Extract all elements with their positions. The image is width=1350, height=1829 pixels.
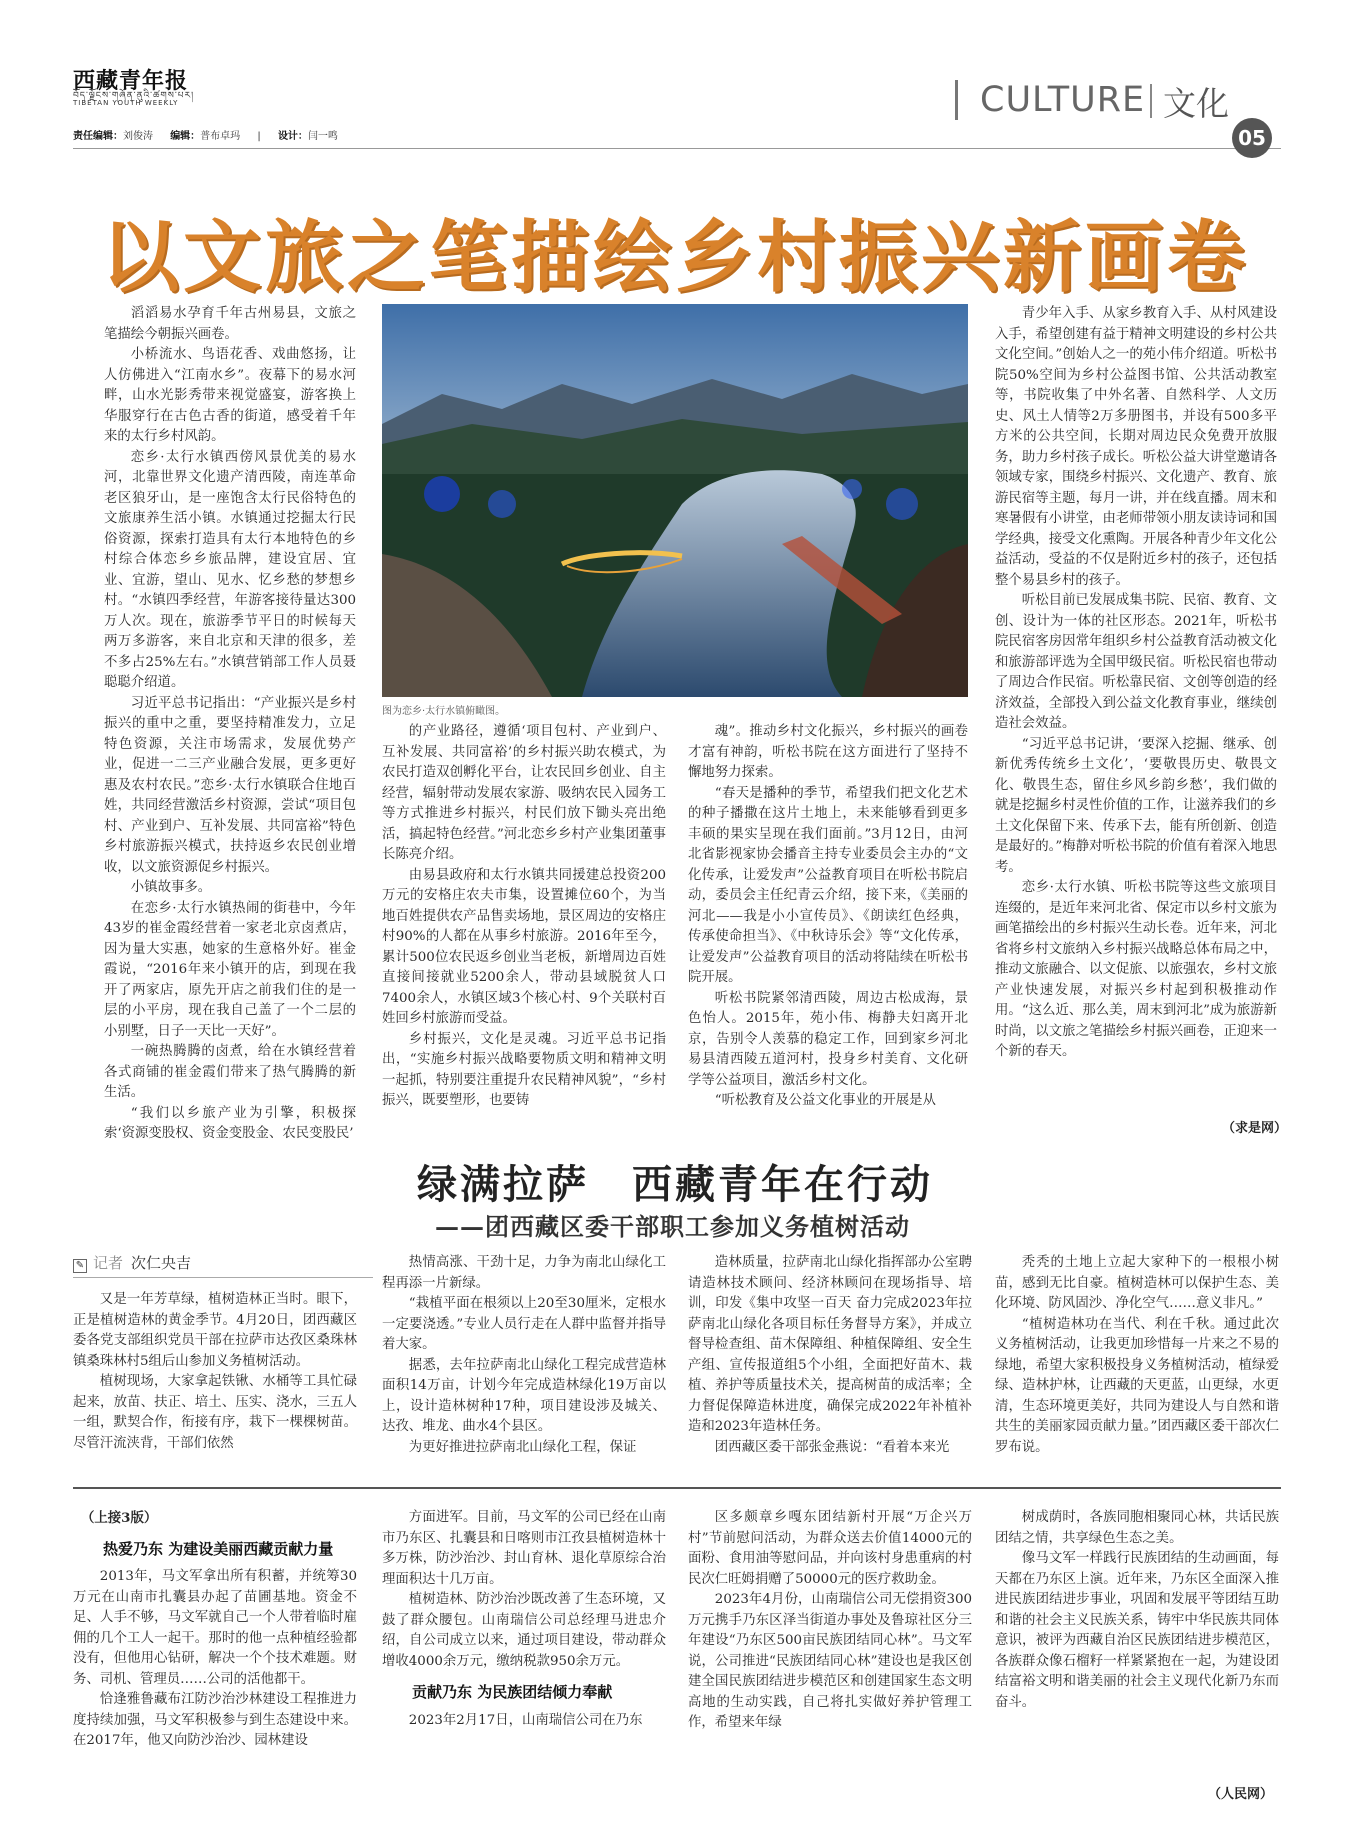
editor-credits: 责任编辑：刘俊涛 编辑：普布卓玛 | 设计：闫一鸣 (73, 131, 338, 142)
paragraph: 又是一年芳草绿，植树造林正当时。眼下，正是植树造林的黄金季节。4月20日，团西藏区委各党支部组织党员干部在拉萨市达孜区桑珠林镇桑珠林村5组后山参加义务植树活动。 (73, 1292, 357, 1369)
article3-subhead-1: 热爱乃东 为建设美丽西藏贡献力量 (103, 1539, 334, 1558)
paragraph: 小镇故事多。 (130, 880, 212, 895)
section-bar (955, 80, 958, 120)
paragraph: 听松书院紧邻清西陵，周边古松成海，景色怡人。2015年，苑小伟、梅静夫妇离开北京，告别令人羡慕的稳定工作，回到家乡河北易县清西陵五道河村，投身乡村美育、文化研学等公益项目，激活乡村文化。 (688, 990, 968, 1088)
article2-column-2 (382, 1253, 666, 1458)
paragraph: 恰逢雅鲁藏布江防沙治沙林建设工程推进力度持续加强，马文军积极参与到生态建设中来。在2017年，他又向防沙治沙、园林建设 (73, 1692, 357, 1748)
reporter-line (73, 1252, 191, 1273)
paragraph: 植树现场，大家拿起铁锹、水桶等工具忙碌起来，放苗、扶正、培土、压实、浇水，三五人一组，默契合作，衔接有序，栽下一棵棵树苗。尽管汗流浃背，干部们依然 (73, 1374, 357, 1451)
page-number: 05 (1232, 118, 1272, 158)
article1-headline: 以文旅之笔描绘乡村振兴新画卷 (100, 213, 1249, 303)
header-rule (73, 148, 1281, 149)
paragraph: 一碗热腾腾的卤煮，给在水镇经营着各式商铺的崔金霞们带来了热气腾腾的新生活。 (104, 1044, 356, 1100)
article1-source: （求是网） (1222, 1121, 1288, 1136)
designer: 闫一鸣 (307, 131, 338, 142)
paragraph: 2023年2月17日，山南瑞信公司在乃东 (408, 1712, 643, 1728)
article1-column-2 (382, 722, 666, 1112)
masthead-title: 西藏青年报 (73, 68, 189, 94)
article2-column-1 (73, 1290, 357, 1454)
paragraph: 2013年，马文军拿出所有积蓄，并统筹30万元在山南市扎囊县办起了苗圃基地。资金不足、人手不够，马文军就自己一个人带着临时雇佣的几个工人一起干。那时的他一点种植经验都没有，但他用心钻研，解决一个个技术难题。财务、司机、管理员……公司的活他都干。 (73, 1569, 357, 1687)
paragraph: 区多颇章乡嘎东团结新村开展“万企兴万村”节前慰问活动，为群众送去价值14000元的面粉、食用油等慰问品，并向该村身患重病的村民次仁旺姆捐赠了50000元的医疗救助金。 (688, 1510, 972, 1587)
paragraph: 习近平总书记指出：“产业振兴是乡村振兴的重中之重，要坚持精准发力，立足特色资源，关注市场需求，发展优势产业，促进一二三产业融合发展，更多更好惠及农村农民。”恋乡·太行水镇联合住地百姓，共同经营激活乡村资源，尝试“项目包村、产业到户、互补发展、共同富裕”特色乡村旅游振兴模式，扶持返乡农民创业增收，以文旅资源促乡村振兴。 (104, 695, 356, 875)
article3-col1-body (73, 1567, 357, 1752)
paragraph: “春天是播种的季节，希望我们把文化艺术的种子播撒在这片土地上，未来能够看到更多丰硕的果实呈现在我们面前。”3月12日，由河北省影视家协会播音主持专业委员会主办的“文化传承，让爱发声”公益教育项目在听松书院启动，委员会主任纪青云介绍，接下来，《美丽的河北——我是小小宣传员》、《朗读红色经典，传承使命担当》、《中秋诗乐会》等“文化传承，让爱发声”公益教育项目的活动将陆续在听松书院开展。 (688, 785, 968, 985)
article3-column-3 (688, 1508, 972, 1734)
paragraph: 造林质量，拉萨南北山绿化指挥部办公室聘请造林技术顾问、经济林顾问在现场指导、培训，印发《集中攻坚一百天 奋力完成2023年拉萨南北山绿化各项目标任务督导方案》，并成立督导检查组、苗木保障组、种植保障组、安全生产组、宣传报道组5个小组，全面把好苗木、栽植、养护等质量技术关，提高树苗的成活率；全力督促保障造林进度，确保完成2022年补植补造和2023年造林任务。 (688, 1255, 972, 1434)
chief-editor: 刘俊涛 (123, 131, 153, 142)
article1-column-4 (995, 304, 1277, 1063)
section-divider (73, 1487, 1281, 1489)
editor-label: 编辑： (170, 131, 201, 142)
paragraph: 在恋乡·太行水镇热闹的街巷中，今年43岁的崔金霞经营着一家老北京卤煮店，因为量大实惠，她家的生意格外好。崔金霞说，“2016年来小镇开的店，到现在我开了两家店，原先开店之前我们住的是一层的小平房，现在我自己盖了一个二层的小别墅，日子一天比一天好”。 (104, 900, 356, 1039)
article2-subheadline: ——团西藏区委干部职工参加义务植树活动 (435, 1212, 910, 1241)
article1-column-3 (688, 722, 968, 1112)
design-label: 设计： (277, 131, 308, 142)
paragraph: 滔滔易水孕育千年古州易县，文旅之笔描绘今朝振兴画卷。 (104, 306, 356, 342)
reporter-name: 次仁央吉 (131, 1254, 192, 1272)
paragraph: 恋乡·太行水镇、听松书院等这些文旅项目连缀的，是近年来河北省、保定市以乡村文旅为画笔描绘出的乡村振兴生动长卷。近年来，河北省将乡村文旅纳入乡村振兴战略总体布局之中，推动文旅融合、以文促旅、以旅强农，乡村文旅产业快速发展，对振兴乡村起到积极推动作用。“这么近、那么美，周末到河北”成为旅游新时尚，以文旅之笔描绘乡村振兴画卷，正迎来一个新的春天。 (995, 880, 1277, 1059)
paragraph: 2023年4月份，山南瑞信公司无偿捐资300万元携手乃东区泽当街道办事处及鲁琼社区分三年建设“乃东区500亩民族团结同心林”。马文军说，公司推进“民族团结同心林”建设也是我区创建全国民族团结进步模范区和创建国家生态文明高地的生动实践，自己将扎实做好养护管理工作，希望来年绿 (688, 1592, 972, 1730)
paragraph: 小桥流水、鸟语花香、戏曲悠扬，让人仿佛进入“江南水乡”。夜幕下的易水河畔，山水光影秀带来视觉盛宴，游客换上华服穿行在古色古香的街道，感受着千年来的太行乡村风韵。 (104, 347, 356, 444)
reporter-rule (73, 1277, 373, 1278)
continued-note: （上接3版） (81, 1510, 158, 1526)
section-chinese: 文化 (1163, 84, 1229, 123)
paragraph: “栽植平面在根须以上20至30厘米，定根水一定要浇透。”专业人员行走在人群中监督并指导着大家。 (382, 1296, 666, 1352)
photo-caption: 图为恋乡·太行水镇俯瞰图。 (382, 706, 506, 717)
paragraph: 秃秃的土地上立起大家种下的一根根小树苗，感到无比自豪。植树造林可以保护生态、美化环境、防风固沙、净化空气……意义非凡。” (995, 1255, 1279, 1311)
article3-column-1 (73, 1508, 357, 1752)
paragraph: 魂”。推动乡村文化振兴，乡村振兴的画卷才富有神韵，听松书院在这方面进行了坚持不懈地努力探索。 (688, 724, 968, 780)
article3-col2-body (382, 1508, 666, 1672)
paragraph: 乡村振兴，文化是灵魂。习近平总书记指出，“实施乡村振兴战略要物质文明和精神文明一起抓，特别要注重提升农民精神风貌”，“乡村振兴，既要塑形，也要铸 (382, 1031, 666, 1108)
paragraph: 青少年入手、从家乡教育入手、从村风建设入手，希望创建有益于精神文明建设的乡村公共文化空间。”创始人之一的苑小伟介绍道。听松书院50%空间为乡村公益图书馆、公共活动教室等，书院收集了中外名著、自然科学、人文历史、风土人情等2万多册图书，并设有500多平方米的公共空间，长期对周边民众免费开放服务，助力乡村孩子成长。听松公益大讲堂邀请各领域专家，围绕乡村振兴、文化遗产、教育、旅游民宿等主题，每月一讲，并在线直播。周末和寒暑假有小讲堂，由老师带领小朋友读诗词和国学经典，接受文化熏陶。开展各种青少年文化公益活动，受益的不仅是附近乡村的孩子，还包括整个易县乡村的孩子。 (995, 306, 1277, 588)
paragraph: 据悉，去年拉萨南北山绿化工程完成营造林面积14万亩，计划今年完成造林绿化19万亩以上，设计造林树种17种，项目建设涉及城关、达孜、堆龙、曲水4个县区。 (382, 1357, 666, 1434)
water-town-photo (382, 304, 968, 697)
masthead-english: TIBETAN YOUTH WEEKLY (73, 99, 179, 107)
paragraph: “植树造林功在当代、利在千秋。通过此次义务植树活动，让我更加珍惜每一片来之不易的绿地，希望大家积极投身义务植树活动，植绿爱绿、造林护林，让西藏的天更蓝，山更绿，水更清，生态环境更美好，共同为建设人与自然和谐共生的美丽家园贡献力量。”团西藏区委干部次仁罗布说。 (995, 1316, 1279, 1455)
paragraph: 植树造林、防沙治沙既改善了生态环境，又鼓了群众腰包。山南瑞信公司总经理马进忠介绍，自公司成立以来，通过项目建设，带动群众增收4000余万元，缴纳税款950余万元。 (382, 1592, 666, 1669)
paragraph: 为更好推进拉萨南北山绿化工程，保证 (408, 1439, 637, 1455)
paragraph: 由易县政府和太行水镇共同援建总投资200万元的安格庄农夫市集，设置摊位60个，为当地百姓提供农产品售卖场地，景区周边的安格庄村90%的人都在从事乡村旅游。2016年至今，累计500位农民返乡创业当老板，新增周边百姓直接间接就业5200余人，带动县域脱贫人口7400余人，水镇区域3个核心村、9个关联村百姓回乡村旅游而受益。 (382, 867, 666, 1026)
pen-icon: ✎ (73, 1259, 87, 1273)
section-separator (1150, 84, 1152, 118)
masthead-tibetan: བོད་ལྗོངས་གཞོན་ནུའི་ཚགས་པར། (73, 91, 195, 101)
paragraph: “我们以乡旅产业为引擎，积极探索‘资源变股权、资金变股金、农民变股民’ (104, 1105, 356, 1141)
section-english: CULTURE (980, 80, 1146, 120)
paragraph: “习近平总书记讲，‘要深入挖掘、继承、创新优秀传统乡土文化’，‘要敬畏历史、敬畏文化、敬畏生态，留住乡风乡韵乡愁’，我们做的就是挖掘乡村灵性价值的工作，让滋养我们的乡土文化保留下来、传承下去，能有所创新、创造是最好的。”梅静对听松书院的价值有着深入地思考。 (995, 736, 1277, 875)
paragraph: 的产业路径，遵循‘项目包村、产业到户、互补发展、共同富裕’的乡村振兴助农模式，为农民打造双创孵化平台，让农民回乡创业、自主经营，辐射带动发展农家游、吸纳农民入园务工等方式推进乡村振兴，村民们放下锄头亮出绝活，搞起特色经营。”河北恋乡乡村产业集团董事长陈亮介绍。 (382, 724, 666, 862)
paragraph: 听松目前已发展成集书院、民宿、教育、文创、设计为一体的社区形态。2021年，听松书院民宿客房因常年组织乡村公益教育活动被文化和旅游部评选为全国甲级民宿。听松民宿也带动了周边合作民宿。听松靠民宿、文创等创造的经济效益，全部投入到公益文化教育事业，继续创造社会效益。 (995, 593, 1277, 731)
paragraph: 热情高涨、干劲十足，力争为南北山绿化工程再添一片新绿。 (382, 1255, 666, 1291)
chief-editor-label: 责任编辑： (73, 131, 123, 142)
article2-column-3 (688, 1253, 972, 1458)
reporter-label: 记者 (93, 1254, 124, 1272)
paragraph: 树成荫时，各族同胞相聚同心林，共话民族团结之情，共享绿色生态之美。 (995, 1510, 1279, 1546)
article3-column-4 (995, 1508, 1279, 1713)
paragraph: 恋乡·太行水镇西傍风景优美的易水河，北靠世界文化遗产清西陵，南连革命老区狼牙山，是一座饱含太行民俗特色的文旅康养生活小镇。水镇通过挖掘太行民俗资源，探索打造具有太行本地特色的乡村综合体恋乡乡旅品牌，建设宜居、宜业、宜游，望山、见水、忆乡愁的梦想乡村。“水镇四季经营，年游客接待量达300万人次。现在，旅游季节平日的时候每天两万多游客，来自北京和天津的很多，差不多占25%左右。”水镇营销部工作人员聂聪聪介绍道。 (104, 449, 356, 690)
paragraph: “听松教育及公益文化事业的开展是从 (714, 1093, 936, 1108)
article3-subhead-2: 贡献乃东 为民族团结倾力奉献 (412, 1683, 613, 1701)
editor: 普布卓玛 (200, 131, 241, 142)
article3-column-2 (382, 1508, 666, 1731)
article3-col2b-body (382, 1711, 666, 1732)
aerial-view-image (382, 304, 968, 697)
paragraph: 方面进军。目前，马文军的公司已经在山南市乃东区、扎囊县和日喀则市江孜县植树造林十多万株，防沙治沙、封山育林、退化草原综合治理面积达十几万亩。 (382, 1510, 666, 1587)
article1-column-1 (104, 304, 356, 1145)
article3-source: （人民网） (1208, 1787, 1274, 1802)
article2-column-4 (995, 1253, 1279, 1458)
paragraph: 像马文军一样践行民族团结的生动画面，每天都在乃东区上演。近年来，乃东区全面深入推进民族团结进步事业，巩固和发展平等团结互助和谐的社会主义民族关系，铸牢中华民族共同体意识，被评为西藏自治区民族团结进步模范区，各族群众像石榴籽一样紧紧抱在一起，为建设团结富裕文明和谐美丽的社会主义现代化新乃东而奋斗。 (995, 1551, 1279, 1710)
article2-headline: 绿满拉萨 西藏青年在行动 (417, 1161, 933, 1208)
paragraph: 团西藏区委干部张金燕说：“看着本来光 (714, 1439, 950, 1455)
